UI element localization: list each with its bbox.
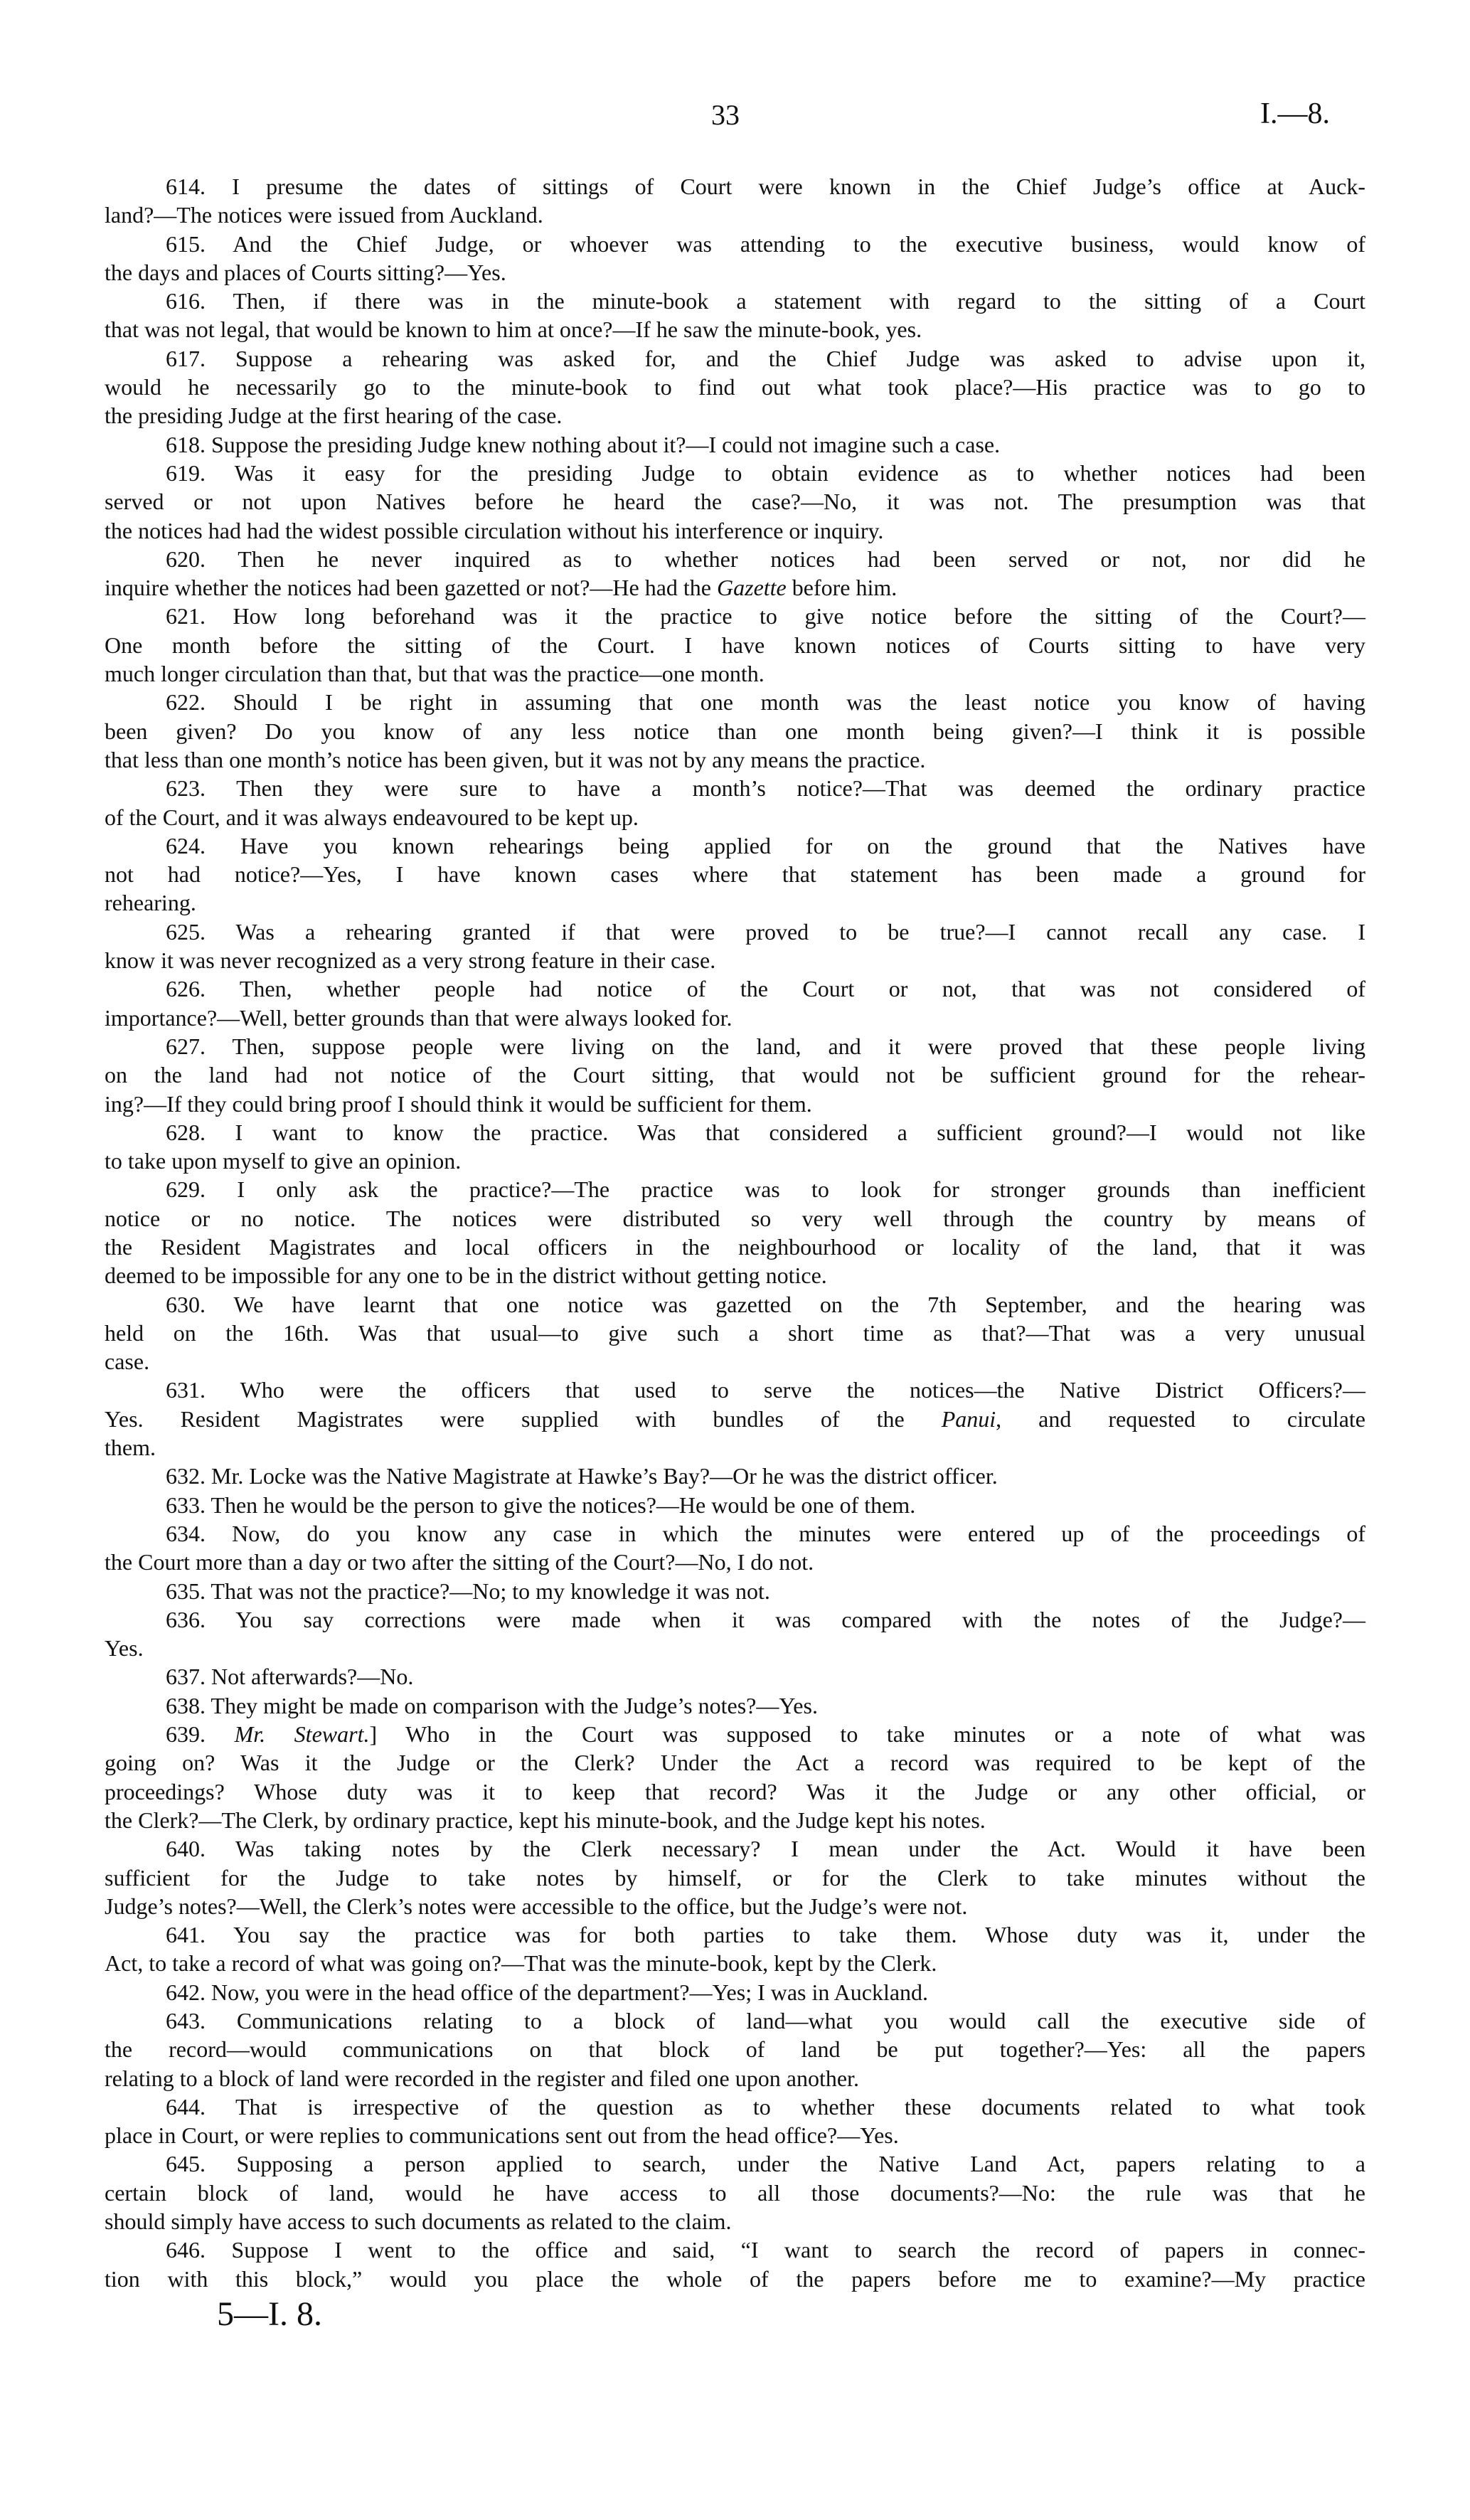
text-line: tion with this block,” would you place the whole of the papers before me to examine?—My practice — [105, 2265, 1365, 2292]
document-code: I.—8. — [1260, 97, 1330, 130]
text-line: 617. Suppose a rehearing was asked for, and the Chief Judge was asked to advise upon it, — [166, 345, 1365, 371]
text-line: 633. Then he would be the person to give the notices?—He would be one of them. — [166, 1492, 916, 1518]
question-answer-paragraph — [105, 1691, 1365, 1720]
text-segment: ] Who in the Court was supposed to take minutes or a note of what was — [369, 1721, 1366, 1748]
italic-text: Gazette — [717, 575, 787, 601]
signature-mark: 5—I. 8. — [217, 2295, 322, 2333]
text-line: 627. Then, suppose people were living on the land, and it were proved that these people living — [166, 1033, 1365, 1059]
text-line: the notices had had the widest possible circulation without his interference or inquiry. — [105, 517, 884, 543]
question-answer-paragraph — [105, 2093, 1365, 2150]
text-segment: Yes. Resident Magistrates were supplied with bundles of the — [105, 1405, 942, 1432]
text-line: 644. That is irrespective of the question as to whether these documents related to what took — [166, 2093, 1365, 2120]
text-line: notice or no notice. The notices were distributed so very well through the country by means of — [105, 1205, 1365, 1231]
text-line: the record—would communications on that block of land be put together?—Yes: all the papers — [105, 2036, 1365, 2063]
question-answer-paragraph — [105, 1662, 1365, 1691]
text-line: case. — [105, 1349, 150, 1375]
question-answer-paragraph — [105, 1605, 1365, 1663]
question-answer-paragraph — [105, 545, 1365, 602]
text-segment: , and requested to circulate — [996, 1405, 1366, 1432]
text-line: deemed to be impossible for any one to be in the district without getting notice. — [105, 1262, 827, 1289]
text-line: One month before the sitting of the Court. I have known notices of Courts sitting to have very — [105, 632, 1365, 658]
text-line: 642. Now, you were in the head office of the department?—Yes; I was in Auckland. — [166, 1979, 929, 2005]
text-segment: 639. — [166, 1721, 235, 1748]
text-line: importance?—Well, better grounds than that were always looked for. — [105, 1004, 733, 1031]
text-line: served or not upon Natives before he heard the case?—No, it was not. The presumption was that — [105, 489, 1365, 515]
text-line: 637. Not afterwards?—No. — [166, 1664, 414, 1690]
text-line: 640. Was taking notes by the Clerk necessary? I mean under the Act. Would it have been — [166, 1836, 1365, 1862]
question-answer-paragraph — [105, 430, 1365, 459]
text-line: 635. That was not the practice?—No; to my knowledge it was not. — [166, 1578, 770, 1604]
text-line: that less than one month’s notice has been given, but it was not by any means the practice. — [105, 746, 926, 772]
text-line: rehearing. — [105, 890, 196, 916]
text-line: 641. You say the practice was for both parties to take them. Whose duty was it, under the — [166, 1922, 1365, 1948]
text-line: 636. You say corrections were made when it was compared with the notes of the Judge?— — [166, 1606, 1365, 1632]
text-line: on the land had not notice of the Court sitting, that would not be sufficient ground for the rehear- — [105, 1062, 1365, 1088]
question-answer-paragraph — [105, 1376, 1365, 1462]
text-line — [105, 1405, 1365, 1433]
question-answer-paragraph — [105, 459, 1365, 545]
text-line: the Court more than a day or two after the sitting of the Court?—No, I do not. — [105, 1549, 814, 1575]
italic-text: Mr. Stewart. — [234, 1721, 370, 1748]
text-line — [105, 573, 1365, 602]
text-line: ing?—If they could bring proof I should think it would be sufficient for them. — [105, 1090, 812, 1117]
question-answer-paragraph — [105, 1032, 1365, 1118]
text-line: much longer circulation than that, but that was the practice—one month. — [105, 661, 765, 687]
question-answer-paragraph — [105, 1978, 1365, 2006]
text-line: 621. How long beforehand was it the practice to give notice before the sitting of the Court?— — [166, 603, 1365, 629]
question-answer-paragraph — [105, 1519, 1365, 1577]
question-answer-paragraph — [105, 172, 1365, 230]
text-line: 620. Then he never inquired as to whether notices had been served or not, nor did he — [166, 546, 1365, 572]
text-line: that was not legal, that would be known to him at once?—If he saw the minute-book, yes. — [105, 317, 922, 343]
text-line: 619. Was it easy for the presiding Judge to obtain evidence as to whether notices had been — [166, 459, 1365, 486]
page-number: 33 — [711, 99, 740, 131]
question-answer-paragraph — [105, 602, 1365, 688]
text-line: them. — [105, 1435, 156, 1461]
question-answer-paragraph — [105, 688, 1365, 774]
italic-text: Panui — [941, 1405, 996, 1432]
question-answer-paragraph — [105, 918, 1365, 975]
text-line: the Resident Magistrates and local officers in the neighbourhood or locality of the land, that it was — [105, 1233, 1365, 1260]
question-answer-paragraph — [105, 287, 1365, 344]
text-line: 646. Suppose I went to the office and said, “I want to search the record of papers in connec- — [166, 2237, 1365, 2263]
question-answer-paragraph — [105, 1118, 1365, 1176]
text-line: relating to a block of land were recorded in the register and filed one upon another. — [105, 2065, 859, 2091]
text-line — [105, 1720, 1365, 1748]
text-line: land?—The notices were issued from Auckland. — [105, 202, 543, 228]
evidence-text — [105, 172, 1365, 2293]
text-line: of the Court, and it was always endeavoured to be kept up. — [105, 804, 639, 830]
text-line: certain block of land, would he have access to all those documents?—No: the rule was that he — [105, 2179, 1365, 2206]
text-line: 616. Then, if there was in the minute-book a statement with regard to the sitting of a Court — [166, 288, 1365, 314]
text-line: 618. Suppose the presiding Judge knew nothing about it?—I could not imagine such a case. — [166, 431, 1001, 457]
question-answer-paragraph — [105, 230, 1365, 287]
text-line: 628. I want to know the practice. Was that considered a sufficient ground?—I would not like — [166, 1119, 1365, 1145]
question-answer-paragraph — [105, 1834, 1365, 1920]
text-line: 630. We have learnt that one notice was gazetted on the 7th September, and the hearing was — [166, 1291, 1365, 1317]
text-line: 638. They might be made on comparison with the Judge’s notes?—Yes. — [166, 1692, 818, 1718]
text-line: 615. And the Chief Judge, or whoever was attending to the executive business, would know of — [166, 230, 1365, 257]
question-answer-paragraph — [105, 1491, 1365, 1519]
question-answer-paragraph — [105, 2149, 1365, 2235]
question-answer-paragraph — [105, 831, 1365, 918]
text-line: 631. Who were the officers that used to serve the notices—the Native District Officers?— — [166, 1377, 1365, 1403]
text-line: 645. Supposing a person applied to search, under the Native Land Act, papers relating to a — [166, 2151, 1365, 2177]
question-answer-paragraph — [105, 2006, 1365, 2093]
text-line: 643. Communications relating to a block of land—what you would call the executive side of — [166, 2008, 1365, 2033]
text-line: the Clerk?—The Clerk, by ordinary practice, kept his minute-book, and the Judge kept his notes. — [105, 1807, 986, 1833]
text-line: held on the 16th. Was that usual—to give such a short time as that?—That was a very unusual — [105, 1319, 1365, 1346]
text-line: 624. Have you known rehearings being applied for on the ground that the Natives have — [166, 832, 1365, 858]
text-line: place in Court, or were replies to communications sent out from the head office?—Yes. — [105, 2122, 899, 2149]
text-line: 629. I only ask the practice?—The practice was to look for stronger grounds than inefficient — [166, 1176, 1365, 1203]
text-line: 632. Mr. Locke was the Native Magistrate at Hawke’s Bay?—Or he was the district officer. — [166, 1463, 998, 1489]
text-line: Judge’s notes?—Well, the Clerk’s notes were accessible to the office, but the Judge’s were not. — [105, 1893, 968, 1919]
question-answer-paragraph — [105, 1920, 1365, 1978]
question-answer-paragraph — [105, 2235, 1365, 2293]
question-answer-paragraph — [105, 974, 1365, 1032]
text-line: should simply have access to such documents as related to the claim. — [105, 2208, 732, 2235]
text-line: 625. Was a rehearing granted if that were proved to be true?—I cannot recall any case. I — [166, 918, 1365, 945]
text-line: 626. Then, whether people had notice of the Court or not, that was not considered of — [166, 976, 1365, 1002]
text-line: sufficient for the Judge to take notes by himself, or for the Clerk to take minutes without the — [105, 1864, 1365, 1891]
text-line: proceedings? Whose duty was it to keep that record? Was it the Judge or any other official, or — [105, 1778, 1365, 1804]
text-line: 623. Then they were sure to have a month’s notice?—That was deemed the ordinary practice — [166, 775, 1365, 802]
question-answer-paragraph — [105, 1462, 1365, 1490]
text-segment: before him. — [786, 575, 898, 601]
text-line: 622. Should I be right in assuming that one month was the least notice you know of having — [166, 689, 1365, 716]
text-line: know it was never recognized as a very strong feature in their case. — [105, 947, 716, 974]
text-line: been given? Do you know of any less notice than one month being given?—I think it is possible — [105, 718, 1365, 744]
question-answer-paragraph — [105, 1290, 1365, 1376]
question-answer-paragraph — [105, 344, 1365, 430]
text-segment: inquire whether the notices had been gazetted or not?—He had the — [105, 575, 717, 601]
text-line: Act, to take a record of what was going on?—That was the minute-book, kept by the Clerk. — [105, 1950, 937, 1977]
question-answer-paragraph — [105, 774, 1365, 831]
question-answer-paragraph — [105, 1720, 1365, 1834]
text-line: the days and places of Courts sitting?—Yes. — [105, 259, 506, 285]
text-line: 614. I presume the dates of sittings of Court were known in the Chief Judge’s office at Auck- — [166, 174, 1365, 199]
question-answer-paragraph — [105, 1175, 1365, 1290]
text-line: 634. Now, do you know any case in which the minutes were entered up of the proceedings of — [166, 1520, 1365, 1546]
text-line: would he necessarily go to the minute-book to find out what took place?—His practice was to go to — [105, 374, 1365, 400]
question-answer-paragraph — [105, 1577, 1365, 1605]
text-line: going on? Was it the Judge or the Clerk? Under the Act a record was required to be kept of the — [105, 1750, 1365, 1776]
text-line: Yes. — [105, 1635, 144, 1662]
text-line: not had notice?—Yes, I have known cases where that statement has been made a ground for — [105, 861, 1365, 888]
text-line: the presiding Judge at the first hearing of the case. — [105, 403, 563, 429]
text-line: to take upon myself to give an opinion. — [105, 1148, 462, 1174]
